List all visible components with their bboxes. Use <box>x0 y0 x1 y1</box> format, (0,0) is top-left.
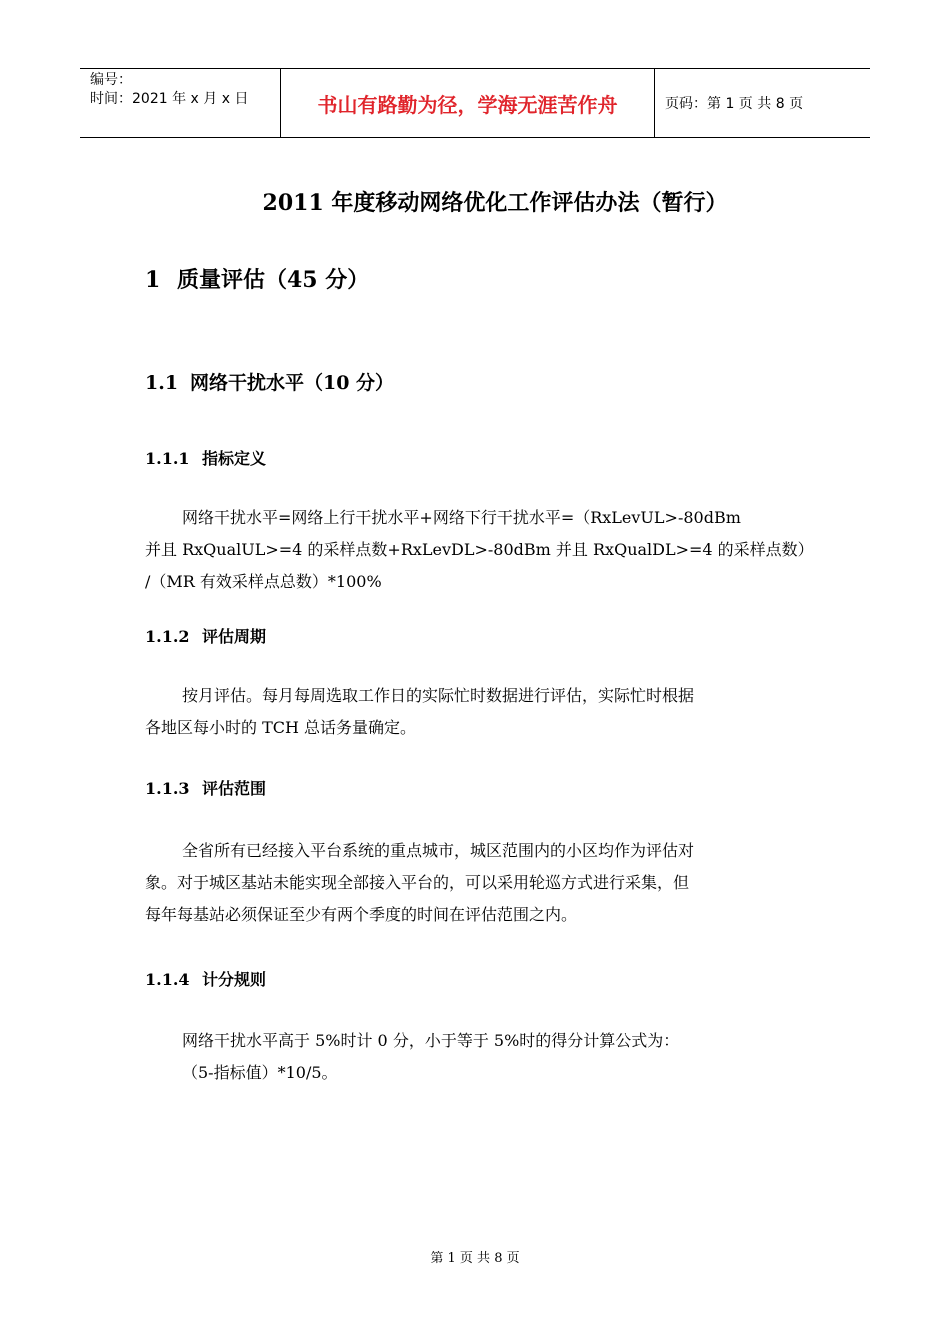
page-footer: 第 1 页 共 8 页 <box>430 1251 520 1266</box>
section-heading-1-1-4 <box>145 967 266 990</box>
text-line: 并且 RxQualUL>=4 的采样点数+RxLevDL>-80dBm 并且 RxQualDL>=4 的采样点数） <box>145 540 814 559</box>
header-page-info: 页码：第 1 页 共 8 页 <box>665 96 804 112</box>
text-line: （5-指标值）*10/5。 <box>182 1063 338 1082</box>
text-line: 每年每基站必须保证至少有两个季度的时间在评估范围之内。 <box>145 905 578 924</box>
section-number: 1.1.1 <box>145 449 190 468</box>
section-heading-1-1 <box>145 368 394 395</box>
section-number: 1.1 <box>145 372 179 394</box>
text-line: 按月评估。每月每周选取工作日的实际忙时数据进行评估，实际忙时根据 <box>182 686 695 705</box>
text-line: 各地区每小时的 TCH 总话务量确定。 <box>145 718 417 737</box>
page-header <box>80 68 870 138</box>
paragraph-scope <box>145 835 810 931</box>
header-meta <box>80 69 281 137</box>
section-number: 1.1.4 <box>145 970 190 989</box>
document-title: 2011 年度移动网络优化工作评估办法（暂行） <box>262 190 728 216</box>
section-title: 质量评估（45 分） <box>177 267 370 293</box>
time-label: 时间：2021 年 x 月 x 日 <box>90 91 249 107</box>
section-title: 评估周期 <box>202 627 267 646</box>
text-line: 象。对于城区基站未能实现全部接入平台的，可以采用轮巡方式进行采集，但 <box>145 873 690 892</box>
paragraph-period <box>145 680 810 744</box>
section-number: 1 <box>145 267 161 293</box>
section-title: 指标定义 <box>202 449 267 468</box>
text-line: /（MR 有效采样点总数）*100% <box>145 572 382 591</box>
section-heading-1 <box>145 263 369 294</box>
paragraph-scoring <box>145 1025 810 1089</box>
text-line: 网络干扰水平=网络上行干扰水平+网络下行干扰水平=（RxLevUL>-80dBm <box>182 508 741 527</box>
section-heading-1-1-3 <box>145 776 266 799</box>
text-line: 全省所有已经接入平台系统的重点城市，城区范围内的小区均作为评估对 <box>182 841 695 860</box>
text-line: 网络干扰水平高于 5%时计 0 分，小于等于 5%时的得分计算公式为： <box>182 1031 680 1050</box>
section-title: 网络干扰水平（10 分） <box>190 372 395 394</box>
section-title: 评估范围 <box>202 779 267 798</box>
section-heading-1-1-2 <box>145 624 266 647</box>
section-number: 1.1.3 <box>145 779 190 798</box>
section-title: 计分规则 <box>202 970 267 989</box>
section-heading-1-1-1 <box>145 446 266 469</box>
code-label: 编号： <box>90 72 132 88</box>
header-motto: 书山有路勤为径，学海无涯苦作舟 <box>281 69 655 137</box>
paragraph-definition <box>145 502 814 598</box>
section-number: 1.1.2 <box>145 627 190 646</box>
